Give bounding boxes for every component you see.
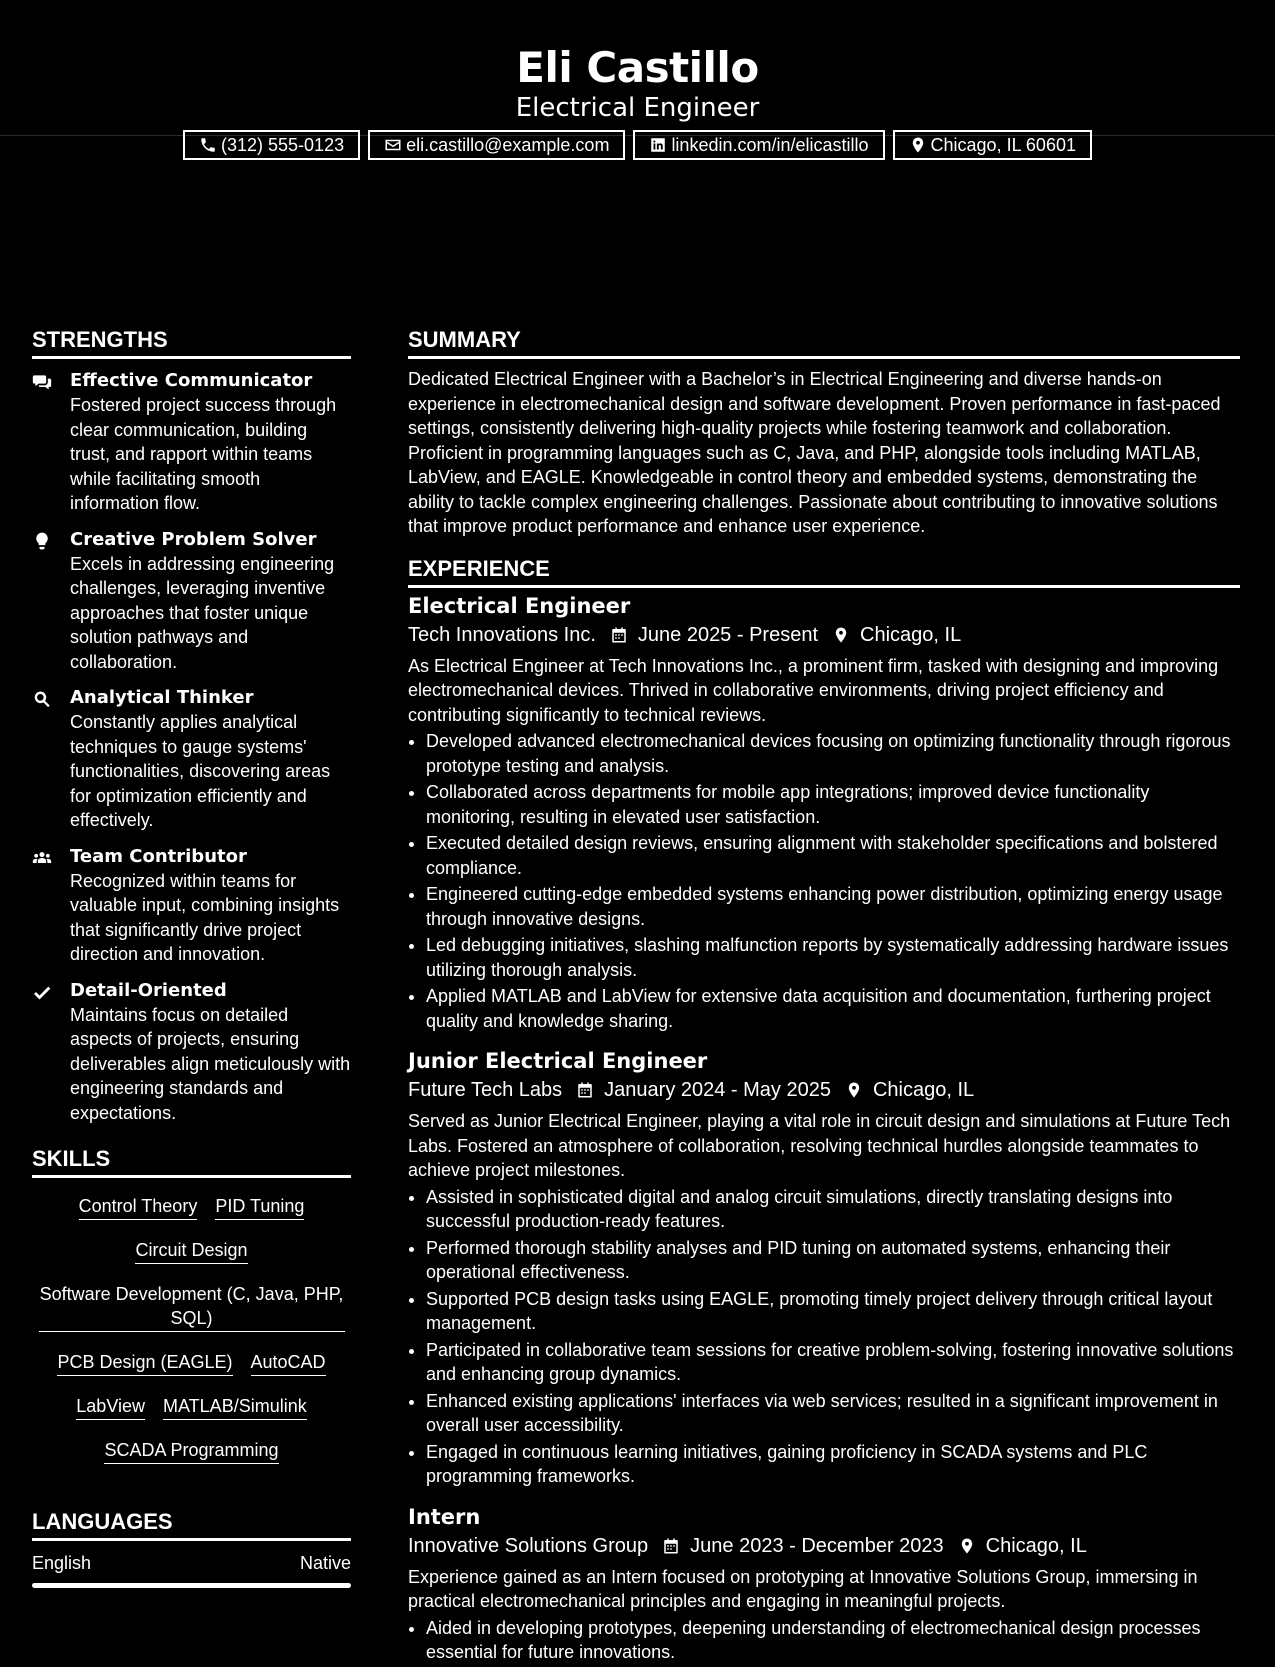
contact-location-text: Chicago, IL 60601: [930, 134, 1076, 155]
job-title: Junior Electrical Engineer: [408, 1049, 708, 1073]
job-company: Tech Innovations Inc.: [408, 623, 596, 646]
job-bullet: • Led debugging initiatives, slashing malfunction reports by systematically addressing hardware issues utilizing thorough analysis.: [426, 933, 1240, 982]
job-bullet: • Performed thorough stability analyses and PID tuning on automated systems, enhancing their operational effectiveness.: [426, 1236, 1240, 1285]
right-column: [408, 326, 1240, 1667]
strength-item: [32, 369, 351, 516]
job-meta: [408, 1075, 1240, 1105]
map-pin-icon: [845, 1081, 863, 1099]
strength-item: [32, 686, 351, 833]
job-entry: [408, 592, 1240, 1034]
strengths-heading: STRENGTHS: [32, 326, 351, 359]
contact-linkedin-text: linkedin.com/in/elicastillo: [671, 134, 869, 155]
skills-heading: SKILLS: [32, 1145, 351, 1178]
skill-tag: LabView: [76, 1394, 145, 1420]
candidate-title: Electrical Engineer: [515, 93, 760, 123]
job-description: Experience gained as an Intern focused on prototyping at Innovative Solutions Group, immersing in practical electromechanical principles and engaging in meaningful projects.: [408, 1566, 1198, 1611]
map-pin-icon: [909, 136, 927, 154]
strength-title: Detail-Oriented: [70, 979, 227, 1001]
strength-desc: Fostered project success through clear communication, building trust, and rapport within teams while facilitating smooth information flow.: [70, 395, 337, 513]
skill-tag: Control Theory: [79, 1194, 198, 1220]
skill-tag: Software Development (C, Java, PHP, SQL): [39, 1282, 345, 1332]
job-description: As Electrical Engineer at Tech Innovations Inc., a prominent firm, tasked with designing and improving electromechanical devices. Thrived in collaborative environments, driving project efficiency and contributing significantly to technical reviews.: [408, 655, 1219, 725]
users-icon: [32, 848, 52, 868]
candidate-name: Eli Castillo: [516, 43, 759, 92]
skills-list: [32, 1188, 351, 1464]
comments-icon: [32, 372, 52, 392]
search-icon: [32, 689, 52, 709]
job-dates: January 2024 - May 2025: [604, 1079, 831, 1101]
job-bullet: • Supported PCB design tasks using EAGLE, promoting timely project delivery through critical layout management.: [426, 1287, 1240, 1336]
skill-tag: PID Tuning: [215, 1194, 304, 1220]
map-pin-icon: [832, 626, 850, 644]
left-column: [32, 326, 351, 1588]
strength-item: [32, 979, 351, 1126]
resume-header: [0, 0, 1275, 155]
job-bullet: • Engineered cutting-edge embedded systems enhancing power distribution, optimizing energy usage through innovative designs.: [426, 882, 1240, 931]
job-location: Chicago, IL: [872, 1079, 975, 1101]
lightbulb-icon: [32, 531, 52, 551]
job-entry: [408, 1047, 1240, 1489]
phone-icon: [199, 136, 217, 154]
language-proficiency-bar: [32, 1583, 351, 1588]
calendar-icon: [610, 626, 628, 644]
skill-tag: AutoCAD: [251, 1350, 326, 1376]
strength-title: Creative Problem Solver: [70, 528, 317, 550]
contact-phone-text: (312) 555-0123: [221, 134, 345, 155]
summary-heading: SUMMARY: [408, 326, 1240, 359]
strength-title: Effective Communicator: [70, 370, 313, 391]
checkmark-icon: [32, 982, 52, 1002]
job-title: Electrical Engineer: [408, 593, 631, 618]
job-meta: [408, 620, 1240, 650]
job-entry: [408, 1503, 1240, 1665]
map-pin-icon: [958, 1537, 976, 1555]
job-company: Future Tech Labs: [408, 1079, 563, 1101]
strength-item: [32, 845, 351, 967]
job-bullet: • Collaborated across departments for mobile app integrations; improved device functionality monitoring, resulting in elevated user satisfaction.: [426, 780, 1240, 829]
strength-desc: Excels in addressing engineering challenges, leveraging inventive approaches that foster unique solution pathways and collaboration.: [70, 553, 335, 672]
language-name: English: [32, 1553, 92, 1573]
strength-item: [32, 528, 351, 675]
skill-tag: Circuit Design: [135, 1238, 247, 1264]
job-description: Served as Junior Electrical Engineer, playing a vital role in circuit design and simulations at Future Tech Labs. Fostered an atmosphere of collaboration, resolving technical hurdles alongside teammates to achieve project milestones.: [408, 1111, 1231, 1180]
summary-text: Dedicated Electrical Engineer with a Bachelor’s in Electrical Engineering and diverse hands-on experience in electromechanical design and software development. Proven performance in fast-paced settings, consistently delivering high-quality projects while fostering teamwork and collaboration. Proficient in programming languages such as C, Java, and PHP, alongside tools including MATLAB, LabView, and EAGLE. Knowledgeable in control theory and embedded systems, demonstrating the ability to tackle complex engineering challenges. Passionate about contributing to innovative solutions that improve product performance and enhance user experience.: [408, 369, 1221, 536]
job-bullet: • Participated in collaborative team sessions for creative problem-solving, fostering innovative solutions and enhancing group dynamics.: [426, 1338, 1240, 1387]
language-row: [32, 1551, 351, 1575]
contact-location[interactable]: [893, 130, 1092, 160]
job-meta: [408, 1531, 1240, 1561]
envelope-icon: [384, 136, 402, 154]
job-bullet: • Engaged in continuous learning initiatives, gaining proficiency in SCADA systems and PLC programming frameworks.: [426, 1440, 1240, 1489]
language-level: Native: [299, 1553, 351, 1573]
skill-tag: SCADA Programming: [104, 1438, 278, 1464]
contact-bar: [0, 130, 1275, 160]
contact-linkedin[interactable]: [633, 130, 884, 160]
skill-tag: MATLAB/Simulink: [163, 1394, 307, 1420]
job-location: Chicago, IL: [985, 1534, 1087, 1557]
calendar-icon: [576, 1081, 594, 1099]
strength-desc: Maintains focus on detailed aspects of projects, ensuring deliverables align meticulously with engineering standards and expectations.: [70, 1004, 351, 1123]
contact-email[interactable]: [368, 130, 625, 160]
job-bullets: [408, 1185, 1240, 1489]
job-bullets: [408, 1616, 1240, 1665]
job-company: Innovative Solutions Group: [408, 1534, 649, 1557]
job-bullet: • Enhanced existing applications' interfaces via web services; resulted in a significant improvement in overall user accessibility.: [426, 1389, 1240, 1438]
languages-heading: LANGUAGES: [32, 1508, 351, 1541]
calendar-icon: [662, 1537, 680, 1555]
linkedin-icon: [649, 136, 667, 154]
job-bullet: • Applied MATLAB and LabView for extensive data acquisition and documentation, furthering project quality and knowledge sharing.: [426, 984, 1240, 1033]
job-title: Intern: [408, 1504, 481, 1529]
strength-desc: Recognized within teams for valuable input, combining insights that significantly drive project direction and innovation.: [70, 870, 340, 964]
job-bullet: • Aided in developing prototypes, deepening understanding of electromechanical design processes essential for future innovations.: [426, 1616, 1240, 1665]
job-bullets: [408, 729, 1240, 1033]
job-bullet: • Executed detailed design reviews, ensuring alignment with stakeholder specifications and bolstered compliance.: [426, 831, 1240, 880]
job-dates: June 2025 - Present: [637, 623, 819, 646]
skill-tag: PCB Design (EAGLE): [57, 1350, 232, 1376]
job-bullet: • Assisted in sophisticated digital and analog circuit simulations, directly translating designs into successful production-ready features.: [426, 1185, 1240, 1234]
strength-title: Analytical Thinker: [70, 687, 254, 708]
strength-desc: Constantly applies analytical techniques to gauge systems' functionalities, discovering areas for optimization efficiently and effectively.: [70, 712, 331, 830]
contact-email-text: eli.castillo@example.com: [406, 134, 610, 155]
job-dates: June 2023 - December 2023: [690, 1534, 944, 1557]
contact-phone[interactable]: [183, 130, 360, 160]
job-location: Chicago, IL: [860, 623, 962, 646]
experience-heading: EXPERIENCE: [408, 555, 1240, 588]
strength-title: Team Contributor: [70, 845, 247, 867]
job-bullet: • Developed advanced electromechanical devices focusing on optimizing functionality through rigorous prototype testing and analysis.: [426, 729, 1240, 778]
